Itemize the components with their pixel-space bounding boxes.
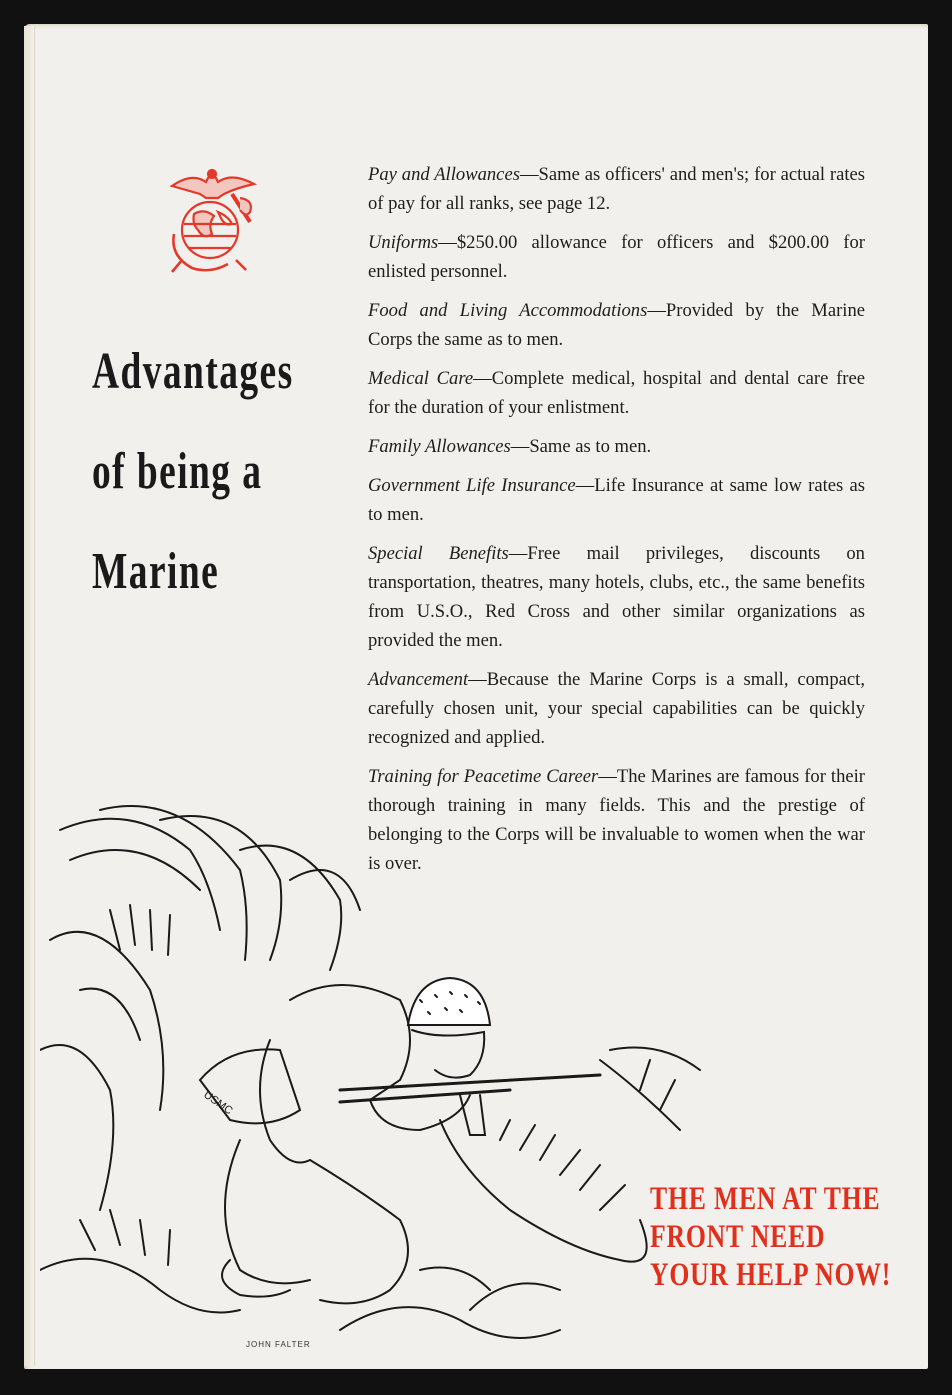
title-line: Marine	[92, 543, 220, 600]
benefit-heading: Advancement	[368, 669, 469, 690]
title-line: of being a	[92, 443, 263, 500]
benefit-text: —$250.00 allowance for officers and $200.00 for enlisted personnel.	[368, 232, 865, 282]
benefit-text: —Life Insurance at same low rates as to men.	[368, 475, 865, 525]
benefit-text: —Provided by the Marine Corps the same as to men.	[368, 300, 865, 350]
benefit-heading: Government Life Insurance	[368, 475, 576, 496]
benefit-heading: Food and Living Accommodations	[368, 300, 648, 321]
benefit-heading: Medical Care	[368, 368, 474, 389]
benefits-list	[368, 160, 865, 888]
slogan	[650, 1180, 891, 1294]
slogan-line: FRONT NEED	[650, 1219, 826, 1255]
benefit-item	[368, 665, 865, 752]
marine-corps-emblem-icon	[162, 164, 262, 274]
benefit-heading: Pay and Allowances	[368, 164, 520, 185]
benefit-text: —Complete medical, hospital and dental care free for the duration of your enlistment.	[368, 368, 865, 418]
benefit-item	[368, 432, 865, 461]
benefit-item	[368, 471, 865, 529]
artist-signature: JOHN FALTER	[246, 1340, 311, 1349]
benefit-heading: Family Allowances	[368, 436, 511, 457]
benefit-item	[368, 228, 865, 286]
benefit-item	[368, 364, 865, 422]
svg-text:USMC: USMC	[201, 1088, 235, 1118]
page-edge	[24, 26, 35, 1366]
marine-soldier-illustration	[40, 790, 740, 1360]
benefit-item	[368, 160, 865, 218]
title-line: Advantages	[92, 343, 294, 400]
benefit-heading: Uniforms	[368, 232, 439, 253]
page-title	[92, 322, 294, 622]
benefit-text: —The Marines are famous for their thorough training in many fields. This and the prestige of belonging to the Corps will be invaluable to women when the war is over.	[368, 766, 865, 874]
benefit-heading: Training for Peacetime Career	[368, 766, 599, 787]
benefit-text: —Same as officers' and men's; for actual rates of pay for all ranks, see page 12.	[368, 164, 865, 214]
benefit-text: —Because the Marine Corps is a small, compact, carefully chosen unit, your special capabilities can be quickly recognized and applied.	[368, 669, 865, 748]
benefit-text: —Same as to men.	[510, 436, 652, 457]
slogan-line: YOUR HELP NOW!	[650, 1257, 892, 1293]
slogan-line: THE MEN AT THE	[650, 1181, 881, 1217]
benefit-item	[368, 296, 865, 354]
benefit-text: —Free mail privileges, discounts on transportation, theatres, many hotels, clubs, etc., the same benefits from U.S.O., Red Cross and other similar organizations as provided the men.	[368, 543, 865, 651]
benefit-heading: Special Benefits	[368, 543, 509, 564]
benefit-item	[368, 539, 865, 655]
